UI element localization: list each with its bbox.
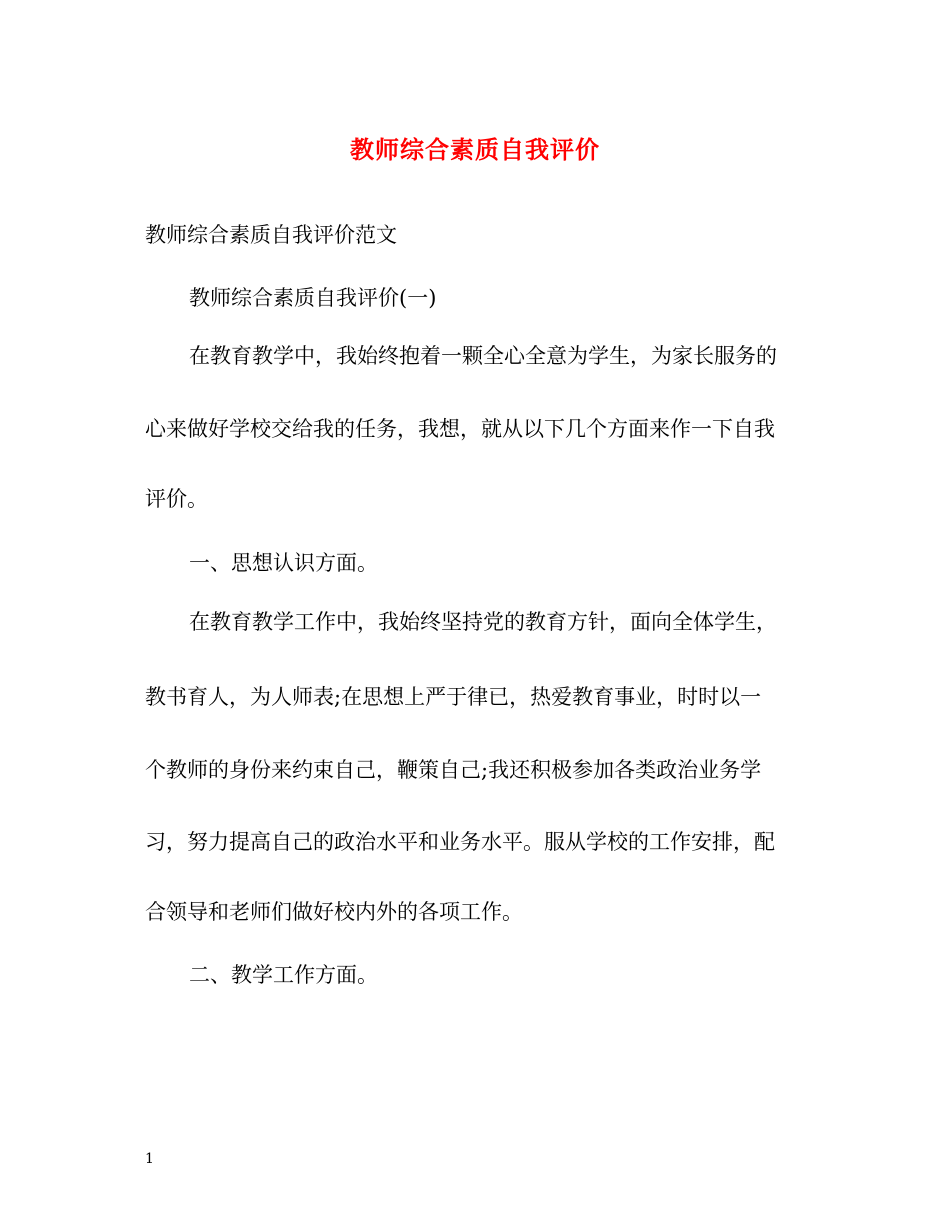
paragraph-line: 教书育人，为人师表;在思想上严于律已，热爱教育事业，时时以一	[145, 685, 762, 709]
paragraph-line: 个教师的身份来约束自己，鞭策自己;我还积极参加各类政治业务学	[145, 758, 762, 782]
paragraph-line: 在教育教学中，我始终抱着一颗全心全意为学生，为家长服务的	[189, 344, 777, 368]
heading-thought: 一、思想认识方面。	[189, 551, 378, 575]
paragraph-line: 在教育教学工作中，我始终坚持党的教育方针，面向全体学生，	[189, 610, 777, 634]
page-number: 1	[145, 1151, 154, 1167]
paragraph-line: 评价。	[145, 487, 208, 511]
heading-teaching: 二、教学工作方面。	[189, 963, 378, 987]
paragraph-line: 习，努力提高自己的政治水平和业务水平。服从学校的工作安排，配	[145, 830, 775, 854]
document-subtitle: 教师综合素质自我评价范文	[145, 223, 397, 247]
section-heading: 教师综合素质自我评价(一)	[189, 286, 437, 310]
paragraph-line: 合领导和老师们做好校内外的各项工作。	[145, 900, 523, 924]
document-title: 教师综合素质自我评价	[350, 135, 600, 164]
paragraph-line: 心来做好学校交给我的任务，我想，就从以下几个方面来作一下自我	[145, 417, 775, 441]
